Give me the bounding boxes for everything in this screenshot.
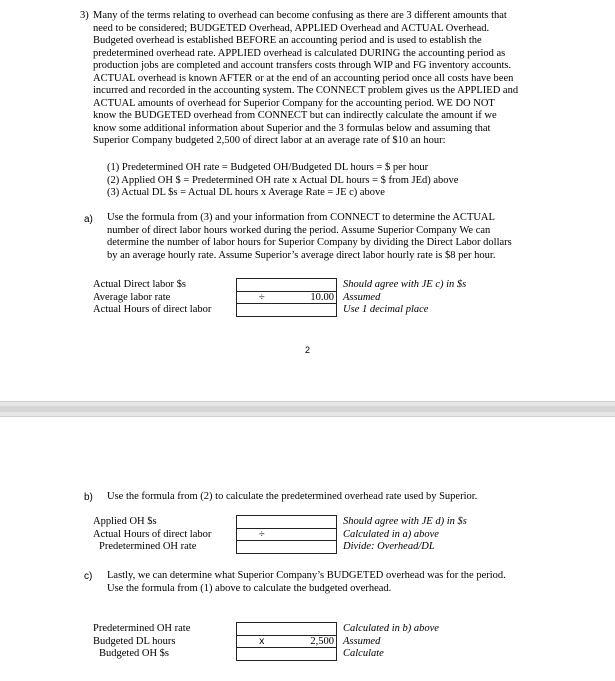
part-a-label: a) xyxy=(84,214,93,225)
actual-dl-dollars-input[interactable] xyxy=(287,279,337,292)
actual-dl-hours-input[interactable] xyxy=(287,304,337,317)
intro-line: ACTUAL amounts of overhead for Superior Company for the accounting period. WE DO NOT xyxy=(93,97,495,109)
part-c-calc-table xyxy=(236,622,441,661)
budgeted-oh-input[interactable] xyxy=(287,648,337,661)
row-note: Divide: Overhead/DL xyxy=(337,541,469,554)
part-c-line: Use the formula from (1) above to calculate the budgeted overhead. xyxy=(107,582,392,594)
part-b-calc-table xyxy=(236,515,469,554)
page-divider xyxy=(0,401,615,417)
intro-line: ACTUAL overhead is known AFTER or at the end of an accounting period once all costs have been xyxy=(93,72,514,84)
part-a-line: number of direct labor hours worked during the period. Assume Superior Company We can xyxy=(107,224,491,236)
operator-cell xyxy=(237,648,287,661)
row-label: Average labor rate xyxy=(93,291,171,303)
part-a-line: determine the number of labor hours for Superior Company by dividing the Direct Labor dollars xyxy=(107,237,512,248)
intro-line: Many of the terms relating to overhead can become confusing as there are 3 different amounts that xyxy=(93,10,507,21)
intro-line: Superior Company budgeted 2,500 of direct labor at an average rate of $10 an hour: xyxy=(93,135,446,146)
operator-cell xyxy=(237,279,287,292)
budgeted-dl-hours-value: 2,500 xyxy=(287,635,337,648)
intro-line: Budgeted overhead is established BEFORE an accounting period and is used to establish the xyxy=(93,35,482,46)
question-number: 3) xyxy=(80,10,89,21)
formula-1: (1) Predetermined OH rate = Budgeted OH/Budgeted DL hours = $ per hour xyxy=(107,162,429,173)
table-row xyxy=(237,528,469,541)
row-label: Budgeted DL hours xyxy=(93,635,176,647)
table-row xyxy=(237,541,469,554)
part-b-row-labels xyxy=(93,516,211,554)
part-c-label: c) xyxy=(84,571,93,582)
operator-cell xyxy=(237,304,287,317)
actual-dl-hours-input[interactable] xyxy=(287,528,337,541)
divide-operator: ÷ xyxy=(237,528,287,541)
table-row xyxy=(237,516,469,529)
row-note: Should agree with JE d) in $s xyxy=(337,516,469,529)
part-a-text xyxy=(107,212,557,262)
part-c-row-labels xyxy=(93,623,190,661)
document-page-3 xyxy=(0,417,615,681)
row-label: Applied OH $s xyxy=(93,516,157,527)
row-note: Calculate xyxy=(337,648,441,661)
operator-cell xyxy=(237,623,287,636)
part-b-label: b) xyxy=(84,492,93,503)
row-label: Actual Hours of direct labor xyxy=(93,304,212,315)
row-note: Should agree with JE c) in $s xyxy=(337,279,469,292)
part-a-calc-table xyxy=(236,278,468,317)
formula-3: (3) Actual DL $s = Actual DL hours x Average Rate = JE c) above xyxy=(107,187,385,198)
average-labor-rate-value: 10.00 xyxy=(287,291,337,304)
row-label: Actual Direct labor $s xyxy=(93,279,187,290)
formula-list xyxy=(107,162,458,200)
table-row xyxy=(237,304,469,317)
table-row xyxy=(237,648,441,661)
formula-2: (2) Applied OH $ = Predetermined OH rate x Actual DL hours = $ from JEd) above xyxy=(107,174,459,186)
row-note: Use 1 decimal place xyxy=(337,304,469,317)
intro-line: need to be considered; BUDGETED Overhead, APPLIED Overhead and ACTUAL Overhead. xyxy=(93,22,490,34)
question-intro xyxy=(93,10,553,148)
table-row xyxy=(237,279,469,292)
row-label: Actual Hours of direct labor xyxy=(93,528,212,540)
applied-oh-input[interactable] xyxy=(287,516,337,529)
operator-cell xyxy=(237,516,287,529)
row-note: Calculated in a) above xyxy=(337,528,469,541)
table-row xyxy=(237,291,469,304)
predetermined-oh-rate-input[interactable] xyxy=(287,623,337,636)
page-number: 2 xyxy=(305,345,311,355)
row-note: Assumed xyxy=(337,635,441,648)
multiply-operator: x xyxy=(237,635,287,648)
intro-line: know some additional information about Superior and the 3 formulas below and assuming that xyxy=(93,122,491,134)
intro-line: predetermined overhead rate. APPLIED overhead is calculated DURING the accounting period as xyxy=(93,47,506,59)
row-label: Budgeted OH $s xyxy=(99,648,169,659)
row-note: Calculated in b) above xyxy=(337,623,441,636)
row-label: Predetermined OH rate xyxy=(93,623,191,634)
divide-operator: ÷ xyxy=(237,291,287,304)
part-a-line: by an average hourly rate. Assume Superior’s average direct labor hourly rate is $8 per hour. xyxy=(107,249,496,261)
part-c-line: Lastly, we can determine what Superior Company’s BUDGETED overhead was for the period. xyxy=(107,570,506,581)
part-b-text: Use the formula from (2) to calculate the predetermined overhead rate used by Superior. xyxy=(107,491,478,502)
row-note: Assumed xyxy=(337,291,469,304)
table-row xyxy=(237,635,441,648)
table-row xyxy=(237,623,441,636)
intro-line: know the BUDGETED overhead from CONNECT but can indirectly calculate the amount if we xyxy=(93,110,497,121)
part-a-line: Use the formula from (3) and your information from CONNECT to determine the ACTUAL xyxy=(107,212,495,223)
part-c-text xyxy=(107,570,567,595)
intro-line: incurred and recorded in the accounting system. The CONNECT problem gives us the APPLIED and xyxy=(93,85,519,96)
operator-cell xyxy=(237,541,287,554)
intro-line: production jobs are completed and account transfers costs through WIP and FG inventory accounts. xyxy=(93,60,512,71)
predetermined-oh-rate-input[interactable] xyxy=(287,541,337,554)
part-a-row-labels xyxy=(93,279,211,317)
row-label: Predetermined OH rate xyxy=(99,541,197,552)
